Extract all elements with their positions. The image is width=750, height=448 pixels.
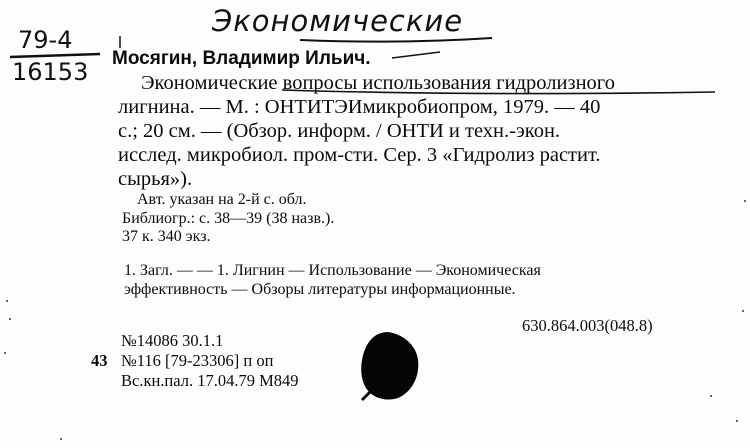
scan-speck [742,310,744,312]
title-line-5: сырья»). [118,168,193,190]
title-line-4: исслед. микробиол. пром-сти. Сер. 3 «Гидролиз растит. [118,144,601,166]
author-heading: Мосягин, Владимир Ильич. [112,48,371,69]
scan-speck [736,420,738,422]
scan-speck [60,438,62,440]
subject-line-2: эффективность — Обзоры литературы информационные. [124,281,516,298]
handwritten-number-bottom: 16153 [12,58,89,86]
handwritten-number-top: 79-4 [18,26,73,54]
note-author: Авт. указан на 2-й с. обл. [137,191,307,208]
registration-prefix: 43 [91,351,108,370]
title-line-1: Экономические вопросы использования гидролизного [141,72,615,94]
scan-speck [9,318,11,320]
scan-speck [6,300,8,302]
title-line-3: с.; 20 см. — (Обзор. информ. / ОНТИ и техн.-экон. [118,120,561,142]
registration-line-1: №14086 30.1.1 [121,331,224,350]
scan-speck [4,352,6,354]
ink-blot [358,330,420,402]
title-line-2: лигнина. — М. : ОНТИТЭИмикробиопром, 1979. — 40 [118,96,601,118]
note-bibliography: Библиогр.: с. 38—39 (38 назв.). [122,210,335,227]
registration-line-2: №116 [79-23306] п оп [121,351,274,370]
scan-speck [744,200,746,202]
subject-line-1: 1. Загл. — — 1. Лигнин — Использование — Экономическая [124,262,541,279]
udc-code: 630.864.003(048.8) [522,316,653,335]
note-price-copies: 37 к. 340 экз. [122,228,211,245]
handwritten-title: Экономические [212,4,464,38]
scan-speck [710,395,712,397]
registration-line-3: Вс.кн.пал. 17.04.79 М849 [121,371,299,390]
